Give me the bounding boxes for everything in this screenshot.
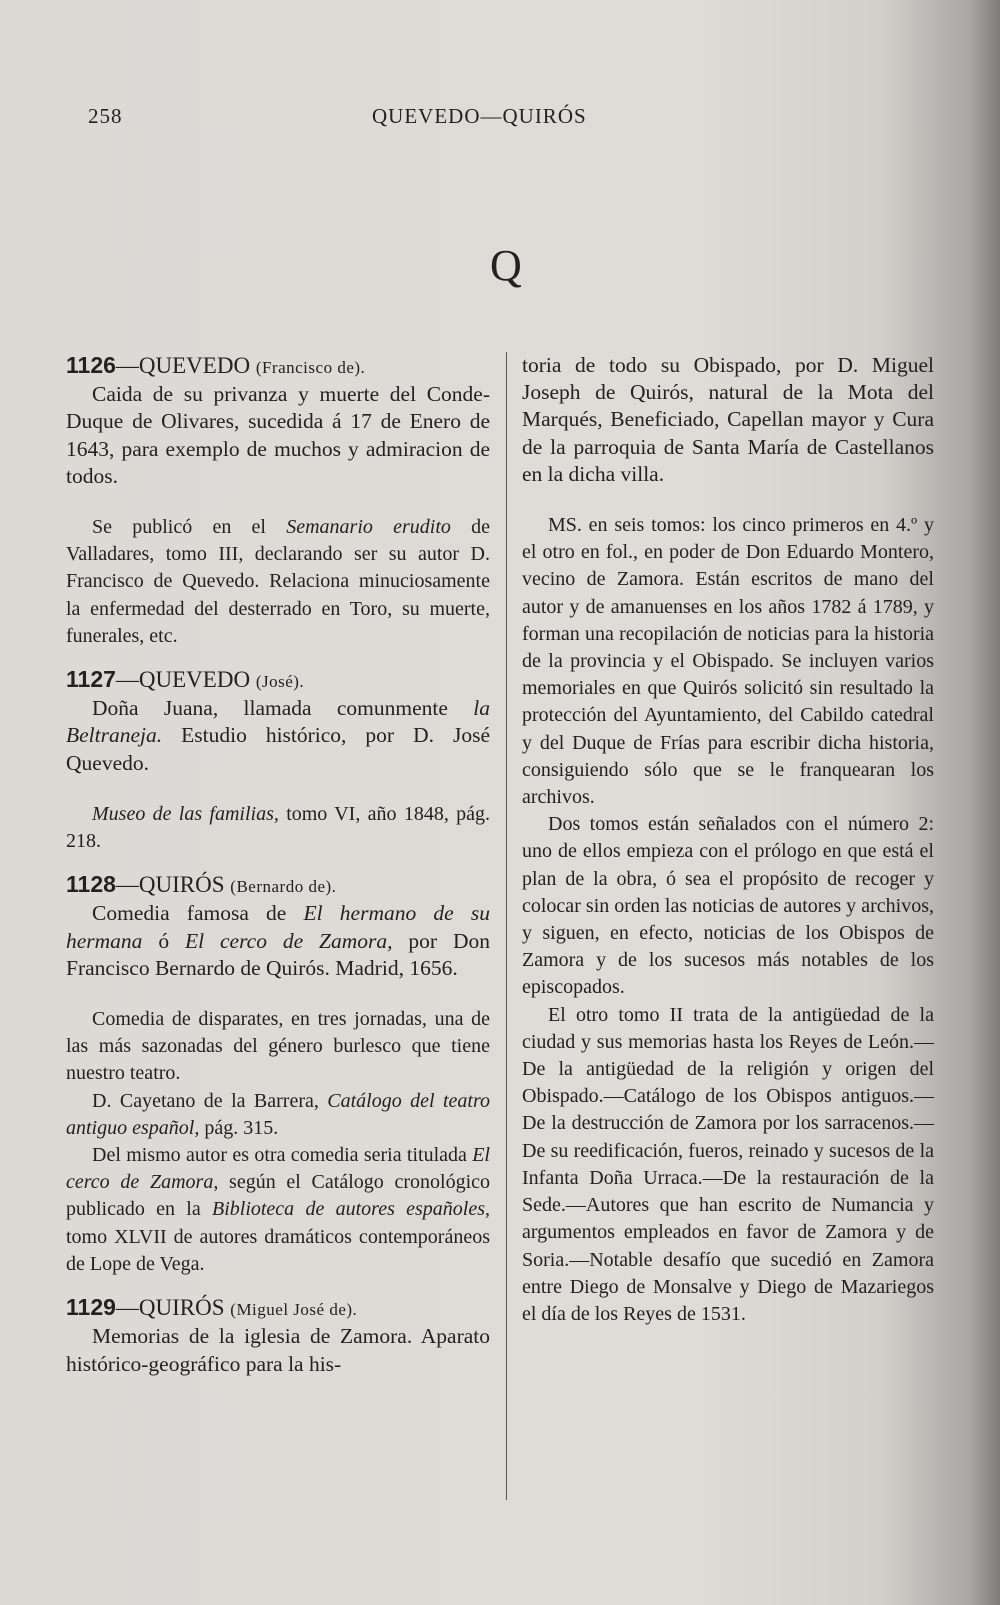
entry-given-name: (Miguel José de).	[230, 1300, 358, 1320]
entry-given-name: (Francisco de).	[255, 358, 366, 377]
entry-dash: —	[115, 667, 139, 693]
right-paragraph-1: MS. en seis tomos: los cinco primeros en 4.º y el otro en fol., en poder de Don Eduardo Montero, vecino de Zamora. Están escritos de mano del autor y de amanuenses en los años 1782 á 1789, y forman una recopilación de noticias para la historia de la provincia y el Obispado. Se incluyen varios memoriales en que Quirós solicitó sin resultado la protección del Ayuntamiento, del Cabildo catedral y del Duque de Frías para escribir dicha historia, consiguiendo sólo que se le franquearan los archivos.	[522, 514, 934, 809]
entry-surname: QUEVEDO	[138, 353, 251, 378]
title-text: Estudio histórico, por D. José Quevedo.	[66, 723, 490, 775]
entry-surname: QUEVEDO	[138, 667, 251, 693]
running-head	[0, 104, 1000, 134]
note-italic: Semanario erudito	[286, 516, 451, 539]
note-text: Del mismo autor es otra comedia seria titulada	[92, 1144, 473, 1167]
entry-title-1126: Caida de su privanza y muerte del Conde-Duque de Olivares, sucedida á 17 de Enero de 1643, para exemplo de muchos y admiracion de todos.	[66, 382, 490, 488]
section-letter: Q	[490, 241, 522, 290]
entry-note-1128-b	[66, 1088, 490, 1142]
right-paragraph-3: El otro tomo II trata de la antigüedad de la ciudad y sus memorias hasta los Reyes de León.—De la antigüedad de la religión y origen del Obispado.—Catálogo de los Obispos antiguos.—De la destrucción de Zamora por los sarracenos.—De su reedificación, fueros, reinado y sucesos de la Infanta Doña Urraca.—De la restauración de la Sede.—Autores que han escrito de Numancia y argumentos empleados en favor de Zamora y de Soria.—Notable desafío que sucedió en Zamora entre Diego de Monsalve y Diego de Mazariegos el día de los Reyes de 1531.	[522, 1003, 934, 1325]
right-paragraph-2: Dos tomos están señalados con el número 2: uno de ellos empieza con el prólogo en que está el plan de la obra, ó sea el propósito de recoger y colocar sin orden las noticias de autores y archivos, y siguen, en efecto, noticias de los Obispos de Zamora y de los sucesos más notables de los episcopados.	[522, 813, 934, 999]
entry-surname: QUIRÓS	[138, 872, 225, 898]
entry-title-1129: Memorias de la iglesia de Zamora. Aparato histórico-geográfico para la his-	[66, 1324, 490, 1376]
entry-dash: —	[115, 353, 139, 378]
note-italic: Catálogo del teatro antiguo español,	[66, 1089, 490, 1139]
entry-surname: QUIRÓS	[138, 1295, 225, 1321]
page-number: 258	[88, 104, 123, 128]
entry-note-1128-a: Comedia de disparates, en tres jornadas, una de las más sazonadas del género burlesco que tiene nuestro teatro.	[66, 1008, 490, 1085]
entry-note-1128-c	[66, 1142, 490, 1278]
entry-dash: —	[115, 1295, 139, 1321]
note-text: D. Cayetano de la Barrera,	[92, 1089, 328, 1112]
entry-continuation-1129: toria de todo su Obispado, por D. Miguel Joseph de Quirós, natural de la Mota del Marqués, Beneficiado, Capellan mayor y Cura de la parroquia de Santa María de Castellanos en la dicha villa.	[522, 353, 934, 486]
entry-note-1126	[66, 514, 490, 650]
entry-number: 1127	[66, 666, 116, 693]
note-text: pág. 315.	[199, 1116, 279, 1139]
note-italic: Museo de las familias,	[92, 802, 279, 825]
title-italic: la Beltraneja.	[66, 696, 490, 748]
note-text: Se publicó en el	[92, 516, 287, 539]
title-italic: El cerco de Zamora,	[185, 928, 393, 953]
note-text: tomo VI, año 1848, pág. 218.	[66, 802, 490, 853]
entry-title-1127	[66, 695, 490, 777]
entry-heading-1128	[66, 871, 490, 900]
right-column	[522, 352, 934, 1328]
running-title: QUEVEDO—QUIRÓS	[372, 104, 587, 128]
left-column	[66, 352, 490, 1378]
title-italic: El hermano de su hermana	[66, 901, 490, 953]
entry-number: 1128	[66, 871, 116, 898]
note-text: según el Catálogo cronológico publicado en la	[66, 1171, 490, 1221]
entry-heading-1126	[66, 352, 490, 381]
entry-note-1127	[66, 801, 490, 855]
title-text: por Don Francisco Bernardo de Quirós. Madrid, 1656.	[66, 928, 491, 980]
note-italic: El cerco de Zamora,	[66, 1144, 490, 1194]
note-text: de Valladares, tomo III, declarando ser su autor D. Francisco de Quevedo. Relaciona minuciosamente la enfermedad del desterrado en Toro, su muerte, funerales, etc.	[66, 516, 490, 647]
entry-given-name: (José).	[255, 672, 305, 692]
note-italic: Biblioteca de autores españoles,	[211, 1198, 490, 1221]
entry-dash: —	[115, 872, 139, 898]
entry-number: 1129	[66, 1294, 116, 1321]
entry-title-1128	[66, 900, 490, 982]
note-text: tomo XLVII de autores dramáticos contemporáneos de Lope de Vega.	[66, 1225, 490, 1275]
title-text: Doña Juana, llamada comunmente	[92, 696, 474, 721]
entry-heading-1127	[66, 666, 490, 695]
entry-heading-1129	[66, 1294, 490, 1323]
entry-given-name: (Bernardo de).	[230, 877, 337, 897]
title-text: Comedia famosa de	[92, 901, 304, 926]
title-text: ó	[142, 928, 185, 953]
entry-number: 1126	[66, 352, 116, 378]
column-divider	[506, 352, 507, 1500]
